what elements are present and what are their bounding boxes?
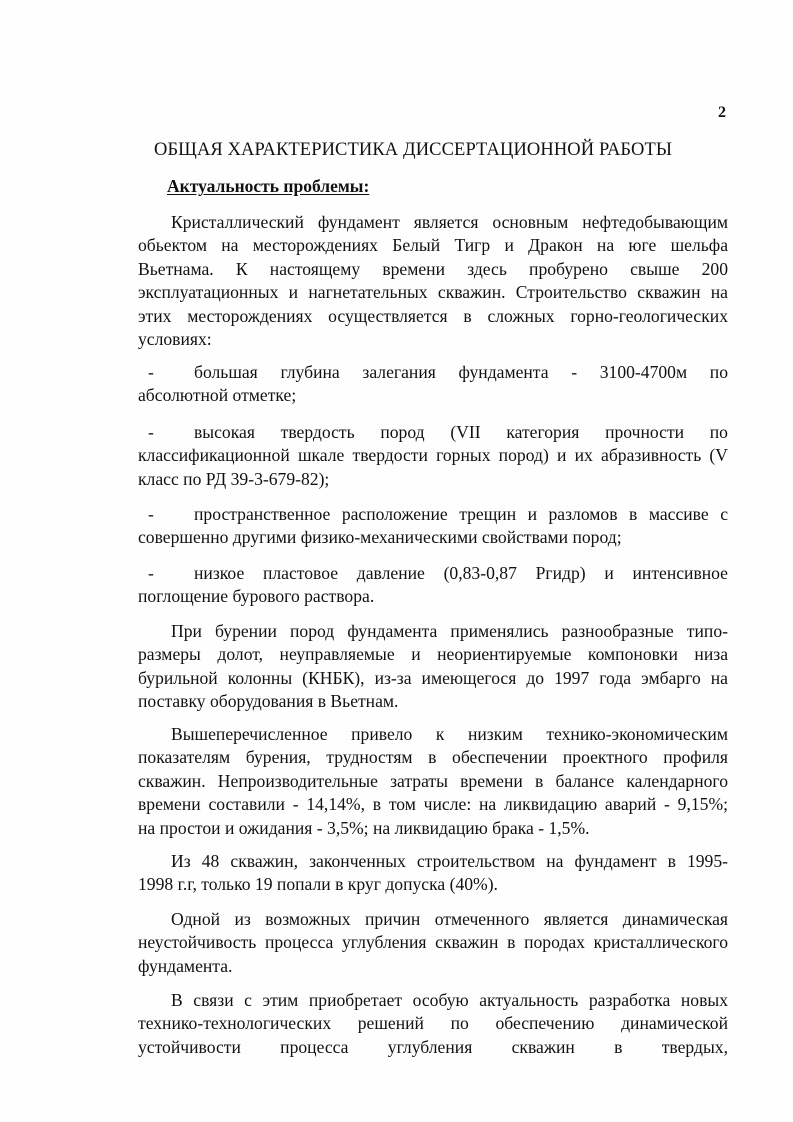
text-line: времени составили - 14,14%, в том числе: на ликвидацию аварий - 9,15%; [138, 794, 728, 815]
text-line: обьектом на месторождениях Белый Тигр и Дракон на юге шельфа [138, 235, 728, 256]
text-line: класс по РД 39-3-679-82); [138, 468, 330, 489]
paragraph-relevance [138, 989, 728, 1059]
paragraph-equipment [138, 620, 728, 714]
bullet-dash: - [148, 422, 154, 442]
bullet-dash: - [148, 563, 154, 583]
text-line: этих месторождениях осуществляется в сложных горно-геологических [138, 305, 728, 326]
text-line: скважин. Непроизводительные затраты времени в балансе календарного [138, 770, 728, 791]
text-line: 1998 г.г, только 19 попали в круг допуска (40%). [138, 874, 498, 895]
text-line: классификационной шкале твердости горных пород) и их абразивность (V [138, 445, 728, 466]
text-line: совершенно другими физико-механическими свойствами пород; [138, 527, 622, 548]
text-line: абсолютной отметке; [138, 385, 297, 406]
text-line: размеры долот, неуправляемые и неориентируемые компоновки низа [138, 644, 728, 665]
bullet-dash: - [148, 362, 154, 382]
section-heading: Актуальность проблемы: [167, 176, 370, 196]
paragraph-cause [138, 908, 728, 978]
bullet-item-pressure: - низкое пластовое давление (0,83-0,87 Ргидр) и интенсивное поглощение бурового раствора. [138, 562, 728, 609]
text-line: устойчивости процесса углубления скважин в твердых, [138, 1036, 728, 1057]
text-line: Из 48 скважин, законченных строительством на фундамент в 1995- [171, 851, 728, 871]
document-title: ОБЩАЯ ХАРАКТЕРИСТИКА ДИССЕРТАЦИОННОЙ РАБОТЫ [154, 140, 673, 160]
text-line: В связи с этим приобретает особую актуальность разработка новых [171, 990, 728, 1010]
paragraph-statistics [138, 850, 728, 897]
text-line: Одной из возможных причин отмеченного является динамическая [171, 909, 728, 929]
text-line: Вьетнама. К настоящему времени здесь пробурено свыше 200 [138, 258, 728, 279]
text-line: Кристаллический фундамент является основным нефтедобывающим [171, 212, 728, 232]
bullet-item-depth: - большая глубина залегания фундамента - 3100-4700м по абсолютной отметке; [138, 361, 728, 408]
text-line: поставку оборудования в Вьетнам. [138, 691, 399, 712]
bullet-item-fractures: - пространственное расположение трещин и разломов в массиве с совершенно другими физико-механическими свойствами пород; [138, 503, 728, 550]
text-line: показателям бурения, трудностям в обеспечении проектного профиля [138, 747, 728, 768]
text-line: При бурении пород фундамента применялись разнообразные типо- [171, 621, 728, 641]
text-line: поглощение бурового раствора. [138, 586, 375, 607]
text-line: условиях: [138, 328, 212, 349]
text-line: эксплуатационных и нагнетательных скважин. Строительство скважин на [138, 282, 728, 303]
paragraph-intro [138, 211, 728, 351]
bullet-dash: - [148, 504, 154, 524]
text-line: Вышеперечисленное привело к низким технико-экономическим [171, 724, 728, 744]
bullet-item-hardness: - высокая твердость пород (VII категория прочности по классификационной шкале твердости горных пород) и их абразивность (V класс по РД 39-3-679-82); [138, 421, 728, 491]
text-line: на простои и ожидания - 3,5%; на ликвидацию брака - 1,5%. [138, 817, 590, 838]
text-line: неустойчивость процесса углубления скважин в породах кристаллического [138, 932, 728, 953]
text-line: технико-технологических решений по обеспечению динамической [138, 1013, 728, 1034]
text-line: фундамента. [138, 955, 233, 976]
text-line: бурильной колонны (КНБК), из-за имеющегося до 1997 года эмбарго на [138, 667, 728, 688]
page-number: 2 [718, 104, 726, 121]
paragraph-consequences [138, 723, 728, 840]
